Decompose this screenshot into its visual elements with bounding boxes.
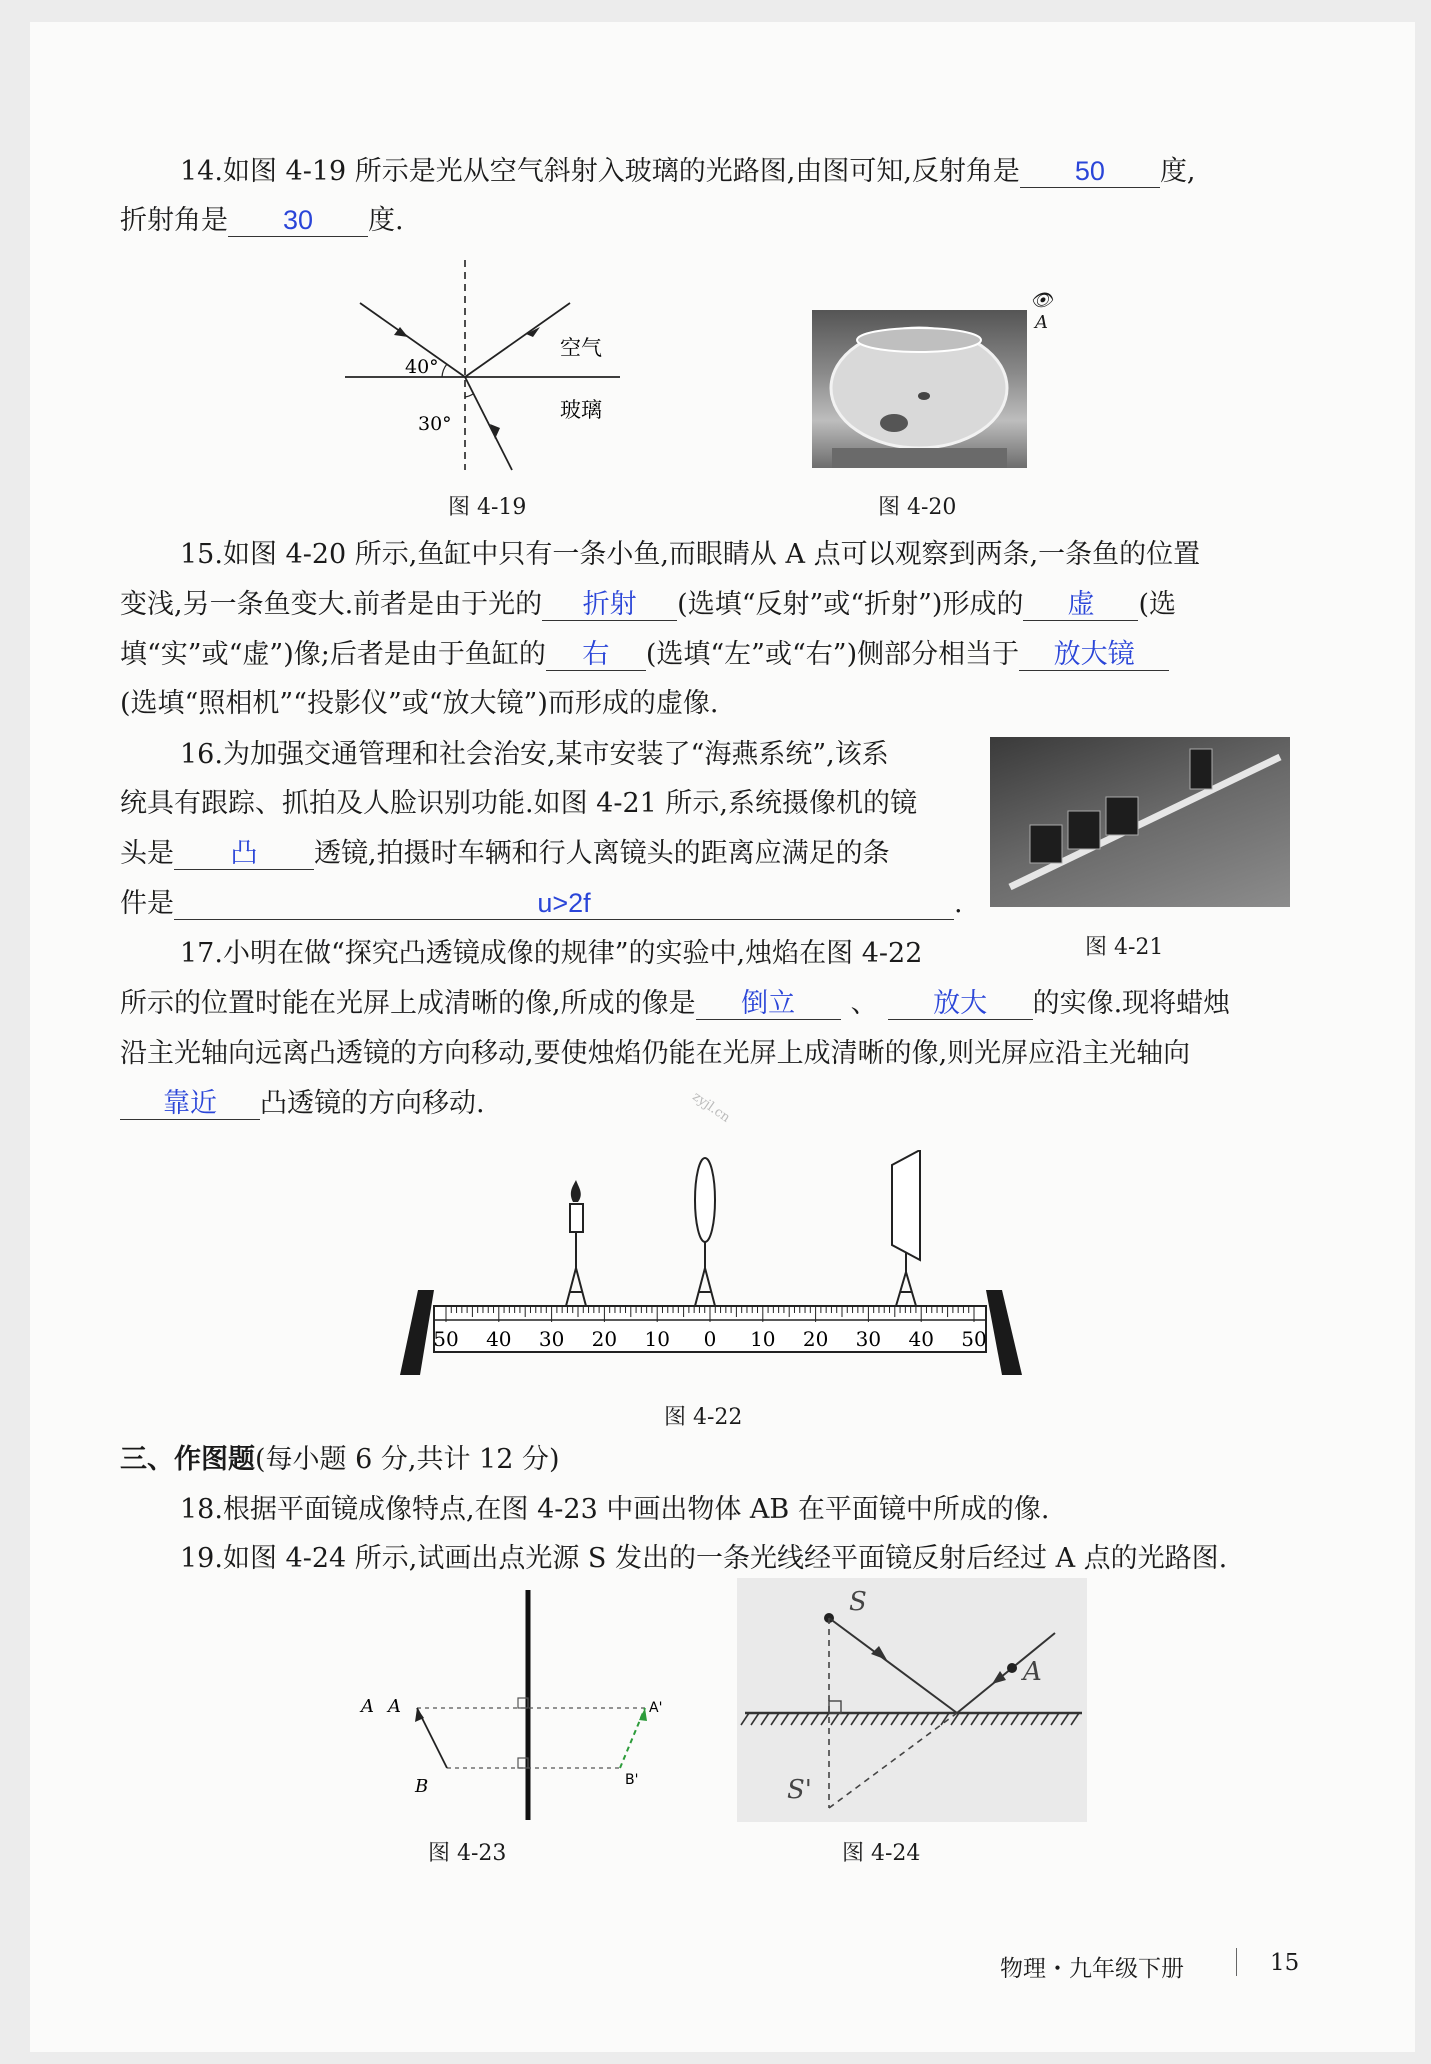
scale-label: 20	[802, 1327, 829, 1351]
figure-4-24-caption: 图 4-24	[842, 1841, 921, 1866]
answer-magnifier: 放大镜	[1019, 638, 1169, 671]
question-text: 凸透镜的方向移动.	[260, 1088, 485, 1119]
section-3-heading	[120, 1442, 560, 1478]
question-15-line-2	[120, 587, 1176, 623]
figure-4-20-caption: 图 4-20	[878, 495, 957, 520]
watermark: zyjl.cn	[689, 1089, 733, 1126]
camera-1	[1030, 825, 1062, 863]
bench-leg-right	[986, 1290, 1022, 1375]
question-16-line-2: 统具有跟踪、抓拍及人脸识别功能.如图 4-21 所示,系统摄像机的镜	[120, 788, 917, 819]
hatch-line	[841, 1713, 849, 1725]
candle	[566, 1180, 586, 1306]
question-text: (选填“反射”或“折射”)形成的	[677, 589, 1024, 620]
scale-label: 40	[908, 1327, 934, 1351]
figure-4-22-optical-bench	[390, 1150, 1030, 1390]
question-text: 头是	[120, 838, 174, 869]
question-text: (选	[1138, 589, 1176, 620]
figure-4-23-caption: 图 4-23	[428, 1841, 507, 1866]
question-16-line-3	[120, 836, 890, 872]
label-glass: 玻璃	[560, 398, 602, 422]
figure-4-19-caption: 图 4-19	[448, 495, 527, 520]
answer-right: 右	[546, 638, 646, 671]
scale-label: 30	[855, 1327, 882, 1351]
candle-holder	[566, 1268, 586, 1306]
label-a: A	[1023, 1657, 1042, 1687]
hatch-line	[1061, 1713, 1069, 1725]
refracted-arrow	[490, 424, 500, 439]
hatch-line	[911, 1713, 919, 1725]
question-17-line-3: 沿主光轴向远离凸透镜的方向移动,要使烛焰仍能在光屏上成清晰的像,则光屏应沿主光轴向	[120, 1038, 1191, 1069]
scale-label: 10	[750, 1327, 776, 1351]
question-19: 19.如图 4-24 所示,试画出点光源 S 发出的一条光线经平面镜反射后经过 A 点的光路图.	[180, 1543, 1228, 1574]
question-text: 、	[850, 988, 878, 1019]
table-surface	[832, 448, 1007, 468]
camera-4	[1190, 749, 1212, 789]
label-s: S	[849, 1587, 867, 1617]
hatch-line	[1031, 1713, 1039, 1725]
hatch-line	[771, 1713, 779, 1725]
question-15-line-4: (选填“照相机”“投影仪”或“放大镜”)而形成的虚像.	[120, 688, 719, 719]
label-a: A	[388, 1696, 401, 1717]
answer-closer: 靠近	[120, 1087, 260, 1120]
angle-label-30: 30°	[418, 413, 452, 435]
candle-flame	[571, 1180, 581, 1202]
reflected-ray	[465, 303, 570, 377]
refracted-ray	[465, 377, 512, 470]
angle-arc-top	[442, 364, 447, 377]
question-text: 度.	[368, 205, 404, 236]
hatch-line	[891, 1713, 899, 1725]
convex-lens	[695, 1158, 715, 1306]
scale-label: 20	[591, 1327, 618, 1351]
question-17-line-2	[120, 986, 1230, 1022]
hatch-line	[921, 1713, 929, 1725]
section-title: 三、作图题	[120, 1444, 255, 1475]
point-a-label: A	[1035, 312, 1048, 333]
question-text: (选填“左”或“右”)侧部分相当于	[645, 639, 1020, 670]
hatch-line	[1011, 1713, 1019, 1725]
question-14-line-1	[180, 154, 1196, 190]
hatch-line	[741, 1713, 749, 1725]
screen-panel	[892, 1150, 920, 1260]
scale-label: 40	[486, 1327, 512, 1351]
lens-body	[695, 1158, 715, 1242]
answer-refraction: 折射	[542, 588, 677, 621]
hatch-line	[991, 1713, 999, 1725]
figure-4-24-panel	[737, 1578, 1087, 1822]
incident-arrow	[871, 1646, 887, 1660]
question-text: 折射角是	[120, 205, 228, 236]
bench-leg-left	[400, 1290, 434, 1375]
hatch-line	[931, 1713, 939, 1725]
answer-convex: 凸	[174, 837, 314, 870]
hatch-line	[751, 1713, 759, 1725]
incident-ray	[829, 1618, 957, 1713]
scale-label: 0	[703, 1327, 717, 1351]
camera-drawing	[990, 737, 1290, 907]
candle-body	[570, 1204, 583, 1232]
point-a	[1007, 1663, 1017, 1673]
hatch-line	[861, 1713, 869, 1725]
angle-label-40: 40°	[405, 356, 439, 378]
question-16-line-1: 16.为加强交通管理和社会治安,某市安装了“海燕系统”,该系	[180, 739, 889, 770]
question-18: 18.根据平面镜成像特点,在图 4-23 中画出物体 AB 在平面镜中所成的像.	[180, 1494, 1050, 1525]
pole	[1010, 757, 1280, 887]
question-15-line-1: 15.如图 4-20 所示,鱼缸中只有一条小鱼,而眼睛从 A 点可以观察到两条,一条鱼的位置	[180, 539, 1201, 570]
question-text: 填“实”或“虚”)像;后者是由于鱼缸的	[120, 639, 546, 670]
camera-3	[1106, 797, 1138, 835]
right-angle-mark	[829, 1701, 841, 1713]
figure-4-20-photo	[812, 310, 1027, 468]
answer-reflection-angle: 50	[1020, 155, 1160, 188]
question-text: 14.如图 4-19 所示是光从空气斜射入玻璃的光路图,由图可知,反射角是	[180, 156, 1020, 187]
lens-holder	[695, 1268, 715, 1306]
section-note: (每小题 6 分,共计 12 分)	[255, 1444, 560, 1475]
eye-icon: 👁	[1030, 290, 1053, 311]
question-text: 变浅,另一条鱼变大.前者是由于光的	[120, 589, 543, 620]
hatch-line	[881, 1713, 889, 1725]
hatch-line	[1051, 1713, 1059, 1725]
image-arrow	[639, 1708, 647, 1721]
hatch-line	[1021, 1713, 1029, 1725]
angle-arc-bottom	[465, 394, 473, 397]
question-text: 的实像.现将蜡烛	[1032, 988, 1231, 1019]
label-s-image: S'	[787, 1775, 812, 1805]
reflected-arrow	[992, 1671, 1006, 1684]
figure-4-24-reflection	[737, 1578, 1087, 1822]
question-16-line-4	[120, 886, 963, 922]
mirror-hatching	[741, 1713, 1079, 1725]
fish-large	[880, 414, 908, 432]
question-text: 度,	[1159, 156, 1196, 187]
question-text: 件是	[120, 888, 174, 919]
hatch-line	[1041, 1713, 1049, 1725]
figure-4-19-light-path	[330, 255, 650, 475]
hatch-line	[871, 1713, 879, 1725]
question-text: 所示的位置时能在光屏上成清晰的像,所成的像是	[120, 988, 696, 1019]
scale-label: 50	[433, 1327, 459, 1351]
hatch-line	[851, 1713, 859, 1725]
hatch-line	[761, 1713, 769, 1725]
answer-refraction-angle: 30	[228, 204, 368, 237]
hatch-line	[901, 1713, 909, 1725]
question-15-line-3	[120, 637, 1169, 673]
question-text: 透镜,拍摄时车辆和行人离镜头的距离应满足的条	[314, 838, 890, 869]
hatch-line	[791, 1713, 799, 1725]
figure-4-21-photo	[990, 737, 1290, 907]
screen-holder	[896, 1272, 916, 1306]
label-air: 空气	[560, 336, 602, 360]
scale-label: 30	[538, 1327, 565, 1351]
virtual-ray	[829, 1713, 957, 1808]
hatch-line	[961, 1713, 969, 1725]
question-17-line-4	[120, 1086, 485, 1122]
footer-divider	[1236, 1948, 1237, 1976]
answer-virtual: 虚	[1023, 588, 1138, 621]
hatch-line	[971, 1713, 979, 1725]
light-screen	[892, 1150, 920, 1306]
fishbowl-drawing	[812, 310, 1027, 468]
answer-u-gt-2f: u>2f	[174, 887, 954, 920]
page-number: 15	[1270, 1950, 1300, 1976]
label-b: B	[415, 1776, 429, 1797]
question-17-line-1: 17.小明在做“探究凸透镜成像的规律”的实验中,烛焰在图 4-22	[180, 938, 923, 969]
scale-label: 10	[644, 1327, 670, 1351]
label-a-outer: A	[361, 1696, 374, 1717]
answer-magnified: 放大	[888, 987, 1033, 1020]
bowl-rim	[857, 328, 981, 352]
label-a-image: A'	[649, 1700, 663, 1716]
hatch-line	[1001, 1713, 1009, 1725]
hatch-line	[811, 1713, 819, 1725]
figure-4-22-caption: 图 4-22	[664, 1405, 743, 1430]
hatch-line	[1071, 1713, 1079, 1725]
question-text: .	[954, 888, 963, 919]
camera-2	[1068, 811, 1100, 849]
scale-label: 50	[961, 1327, 987, 1351]
hatch-line	[781, 1713, 789, 1725]
hatch-line	[821, 1713, 829, 1725]
figure-4-21-caption: 图 4-21	[1085, 935, 1164, 960]
question-14-line-2	[120, 203, 404, 239]
footer-subject: 物理・九年级下册	[1000, 1956, 1184, 1982]
hatch-line	[831, 1713, 839, 1725]
answer-inverted: 倒立	[696, 987, 841, 1020]
label-b-image: B'	[625, 1772, 639, 1788]
fish-small	[918, 392, 930, 400]
figure-4-23-plane-mirror	[355, 1590, 675, 1830]
hatch-line	[801, 1713, 809, 1725]
hatch-line	[981, 1713, 989, 1725]
